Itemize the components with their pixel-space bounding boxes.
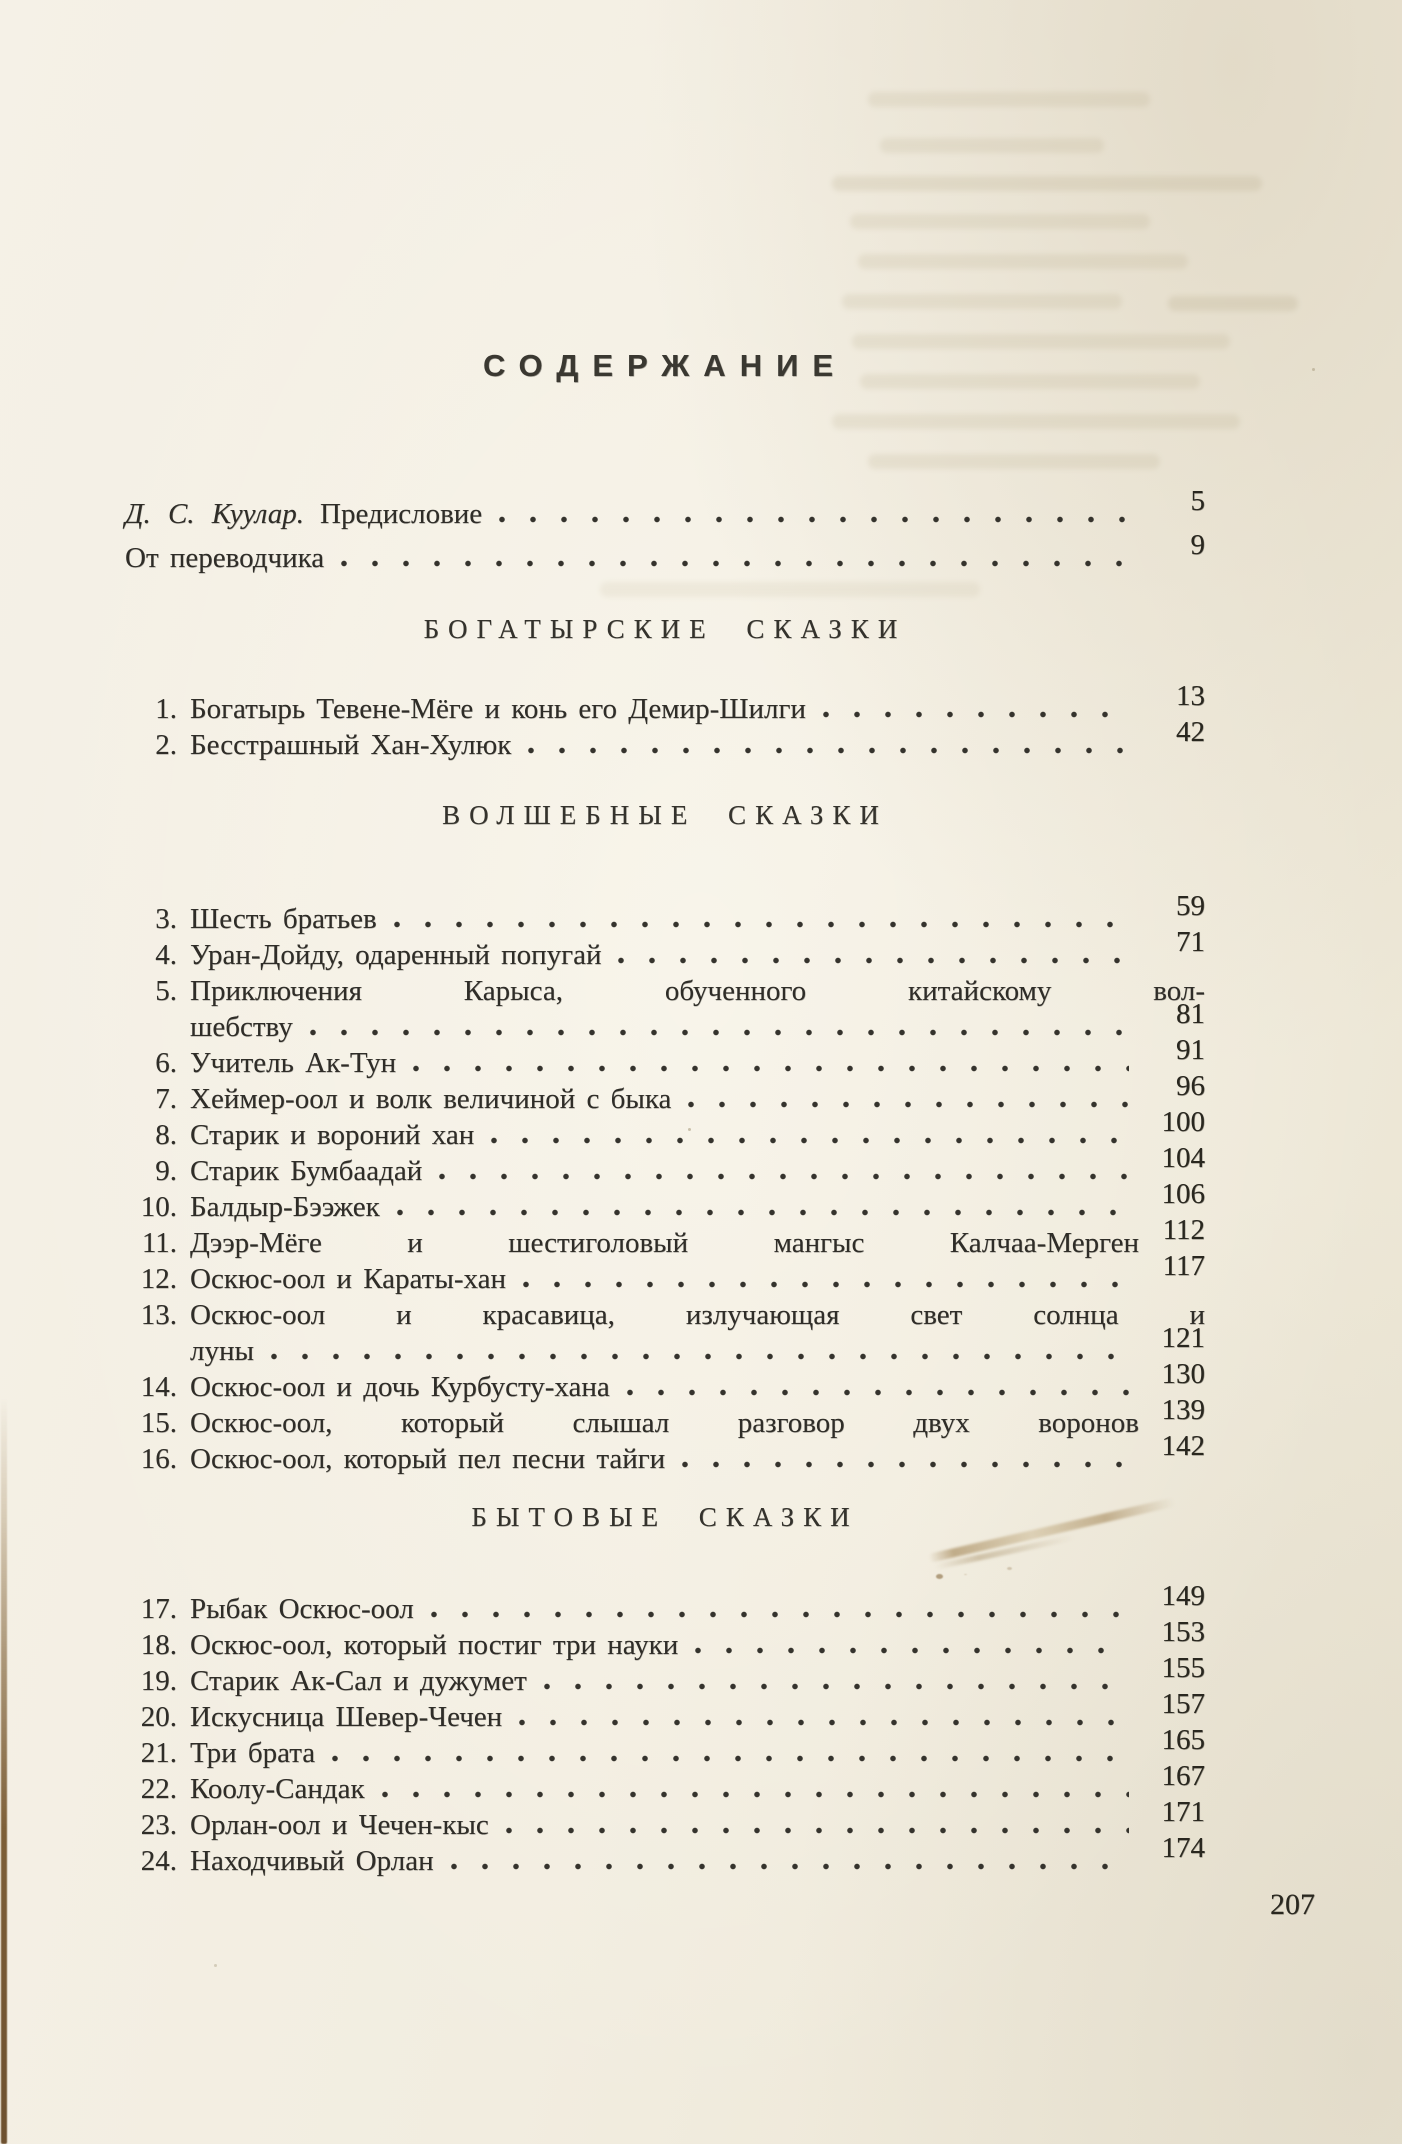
entry-number: 5. bbox=[155, 975, 177, 1007]
entry-title: Оскюс-оол, который постиг три науки bbox=[190, 1629, 679, 1661]
dot-leader bbox=[518, 1719, 1129, 1726]
toc-row bbox=[125, 890, 1205, 936]
dot-leader bbox=[505, 1827, 1129, 1834]
dot-leader bbox=[681, 1461, 1129, 1468]
dot-leader bbox=[450, 1863, 1129, 1870]
section-heading: ВОЛШЕБНЫЕ СКАЗКИ bbox=[442, 800, 888, 830]
entry-number: 1. bbox=[155, 693, 177, 725]
entry-page-number: 91 bbox=[1176, 1034, 1205, 1066]
entry-number: 24. bbox=[140, 1845, 177, 1877]
entry-title: Предисловие bbox=[320, 498, 483, 530]
toc-row bbox=[125, 487, 1205, 531]
entry-page-number: 42 bbox=[1176, 716, 1205, 748]
toc-row bbox=[125, 1688, 1205, 1734]
entry-page-number: 100 bbox=[1161, 1106, 1205, 1138]
entry-author: Д. С. Куулар. bbox=[125, 498, 305, 530]
entry-title: Бесстрашный Хан-Хулюк bbox=[190, 729, 512, 761]
entry-title: Приключения Карыса, обученного китайскому вол- bbox=[190, 975, 1205, 1007]
entry-title: Оскюс-оол, который слышал разговор двух воронов bbox=[190, 1407, 1139, 1439]
dot-leader bbox=[309, 1029, 1129, 1036]
dot-leader bbox=[438, 1173, 1129, 1180]
entry-title: Орлан-оол и Чечен-кыс bbox=[190, 1809, 489, 1841]
dot-leader bbox=[340, 560, 1129, 567]
entry-title: Три брата bbox=[190, 1737, 316, 1769]
toc-row bbox=[125, 1070, 1205, 1116]
entry-title: Искусница Шевер-Чечен bbox=[190, 1701, 503, 1733]
toc-row bbox=[125, 1724, 1205, 1770]
page-title: СОДЕРЖАНИЕ bbox=[482, 348, 848, 383]
entry-page-number: 59 bbox=[1176, 890, 1205, 922]
entry-number: 22. bbox=[140, 1773, 177, 1805]
entry-page-number: 13 bbox=[1176, 680, 1205, 712]
toc-row bbox=[125, 1796, 1205, 1842]
entry-title: Шесть братьев bbox=[190, 903, 377, 935]
entry-title: Находчивый Орлан bbox=[190, 1845, 434, 1877]
entry-number: 6. bbox=[155, 1047, 177, 1079]
section-heading: БОГАТЫРСКИЕ СКАЗКИ bbox=[423, 614, 907, 644]
dot-leader bbox=[396, 1209, 1129, 1216]
stain-speck bbox=[936, 1574, 943, 1579]
entry-title: Старик Бумбаадай bbox=[190, 1155, 423, 1187]
folio-page-number: 207 bbox=[1270, 1888, 1315, 1921]
toc-row bbox=[125, 998, 1205, 1044]
entry-page-number: 5 bbox=[1190, 485, 1205, 517]
entry-number: 21. bbox=[140, 1737, 177, 1769]
entry-title: луны bbox=[190, 1335, 254, 1367]
entry-page-number: 104 bbox=[1161, 1142, 1205, 1174]
dot-leader bbox=[522, 1281, 1129, 1288]
binding-edge bbox=[1, 1398, 7, 2144]
entry-page-number: 139 bbox=[1161, 1394, 1205, 1426]
toc-row bbox=[125, 1214, 1205, 1260]
entry-title: Оскюс-оол и Караты-хан bbox=[190, 1263, 506, 1295]
dot-leader bbox=[381, 1791, 1129, 1798]
entry-page-number: 9 bbox=[1190, 529, 1205, 561]
entry-number: 4. bbox=[155, 939, 177, 971]
entry-title: Уран-Дойду, одаренный попугай bbox=[190, 939, 602, 971]
dot-leader bbox=[694, 1647, 1129, 1654]
entry-page-number: 171 bbox=[1161, 1796, 1205, 1828]
entry-number: 16. bbox=[140, 1443, 177, 1475]
dust-speck bbox=[1312, 368, 1315, 371]
toc-row bbox=[125, 972, 1205, 1008]
entry-page-number: 157 bbox=[1161, 1688, 1205, 1720]
dot-leader bbox=[270, 1353, 1129, 1360]
entry-page-number: 165 bbox=[1161, 1724, 1205, 1756]
entry-number: 8. bbox=[155, 1119, 177, 1151]
entry-title: Балдыр-Бээжек bbox=[190, 1191, 380, 1223]
entry-number: 10. bbox=[140, 1191, 177, 1223]
toc-row bbox=[125, 1322, 1205, 1368]
entry-page-number: 155 bbox=[1161, 1652, 1205, 1684]
entry-number: 7. bbox=[155, 1083, 177, 1115]
entry-page-number: 149 bbox=[1161, 1580, 1205, 1612]
toc-row bbox=[125, 1394, 1205, 1440]
toc-row bbox=[125, 1296, 1205, 1332]
entry-page-number: 121 bbox=[1161, 1322, 1205, 1354]
toc-row bbox=[125, 926, 1205, 972]
entry-number: 20. bbox=[140, 1701, 177, 1733]
toc-row bbox=[125, 716, 1205, 762]
toc-row bbox=[125, 1106, 1205, 1152]
entry-title: Коолу-Сандак bbox=[190, 1773, 365, 1805]
toc-row bbox=[125, 1142, 1205, 1188]
entry-title: шебству bbox=[190, 1011, 293, 1043]
entry-number: 9. bbox=[155, 1155, 177, 1187]
entry-page-number: 130 bbox=[1161, 1358, 1205, 1390]
toc-row bbox=[125, 1580, 1205, 1626]
entry-page-number: 167 bbox=[1161, 1760, 1205, 1792]
dot-leader bbox=[498, 516, 1129, 523]
entry-title: Оскюс-оол и дочь Курбусту-хана bbox=[190, 1371, 610, 1403]
entry-page-number: 106 bbox=[1161, 1178, 1205, 1210]
entry-number: 13. bbox=[140, 1299, 177, 1331]
entry-number: 3. bbox=[155, 903, 177, 935]
dot-leader bbox=[687, 1101, 1129, 1108]
dot-leader bbox=[412, 1065, 1129, 1072]
entry-title: Дээр-Мёге и шестиголовый мангыс Калчаа-Мерген bbox=[190, 1227, 1139, 1259]
dot-leader bbox=[393, 921, 1129, 928]
entry-number: 12. bbox=[140, 1263, 177, 1295]
dot-leader bbox=[543, 1683, 1129, 1690]
toc-row bbox=[125, 1760, 1205, 1806]
entry-number: 15. bbox=[140, 1407, 177, 1439]
dot-leader bbox=[822, 711, 1129, 718]
entry-title: Оскюс-оол, который пел песни тайги bbox=[190, 1443, 666, 1475]
entry-title: Оскюс-оол и красавица, излучающая свет солнца и bbox=[190, 1299, 1205, 1331]
entry-title: Учитель Ак-Тун bbox=[190, 1047, 397, 1079]
entry-page-number: 71 bbox=[1176, 926, 1205, 958]
entry-title: От переводчика bbox=[125, 542, 325, 574]
dot-leader bbox=[331, 1755, 1129, 1762]
dot-leader bbox=[527, 747, 1129, 754]
toc-row bbox=[125, 531, 1205, 575]
toc-row bbox=[125, 1250, 1205, 1296]
toc-row bbox=[125, 1178, 1205, 1224]
dot-leader bbox=[490, 1137, 1129, 1144]
entry-title: Старик Ак-Сал и дужумет bbox=[190, 1665, 527, 1697]
entry-title: Рыбак Оскюс-оол bbox=[190, 1593, 414, 1625]
entry-number: 19. bbox=[140, 1665, 177, 1697]
entry-page-number: 81 bbox=[1176, 998, 1205, 1030]
toc-row bbox=[125, 1430, 1205, 1476]
dust-speck bbox=[688, 1128, 691, 1131]
entry-page-number: 153 bbox=[1161, 1616, 1205, 1648]
front-matter-list bbox=[125, 487, 1205, 575]
toc-row bbox=[125, 680, 1205, 726]
entry-title: Хеймер-оол и волк величиной с быка bbox=[190, 1083, 672, 1115]
toc-row bbox=[125, 1358, 1205, 1404]
entry-page-number: 142 bbox=[1161, 1430, 1205, 1462]
toc bbox=[125, 612, 1205, 1878]
entry-title: Старик и вороний хан bbox=[190, 1119, 475, 1151]
entry-title: Богатырь Тевене-Мёге и конь его Демир-Шилги bbox=[190, 693, 806, 725]
entry-number: 11. bbox=[141, 1227, 177, 1259]
dot-leader bbox=[626, 1389, 1129, 1396]
toc-row bbox=[125, 1832, 1205, 1878]
section-heading: БЫТОВЫЕ СКАЗКИ bbox=[471, 1502, 859, 1532]
entry-page-number: 112 bbox=[1162, 1214, 1205, 1246]
toc-row bbox=[125, 1616, 1205, 1662]
entry-page-number: 96 bbox=[1176, 1070, 1205, 1102]
entry-number: 18. bbox=[140, 1629, 177, 1661]
entry-number: 14. bbox=[140, 1371, 177, 1403]
entry-number: 17. bbox=[140, 1593, 177, 1625]
entry-number: 2. bbox=[155, 729, 177, 761]
toc-row bbox=[125, 1034, 1205, 1080]
entry-page-number: 117 bbox=[1162, 1250, 1205, 1282]
dot-leader bbox=[617, 957, 1129, 964]
toc-row bbox=[125, 1652, 1205, 1698]
dot-leader bbox=[430, 1611, 1129, 1618]
entry-page-number: 174 bbox=[1161, 1832, 1205, 1864]
dust-speck bbox=[214, 1964, 217, 1967]
entry-number: 23. bbox=[140, 1809, 177, 1841]
